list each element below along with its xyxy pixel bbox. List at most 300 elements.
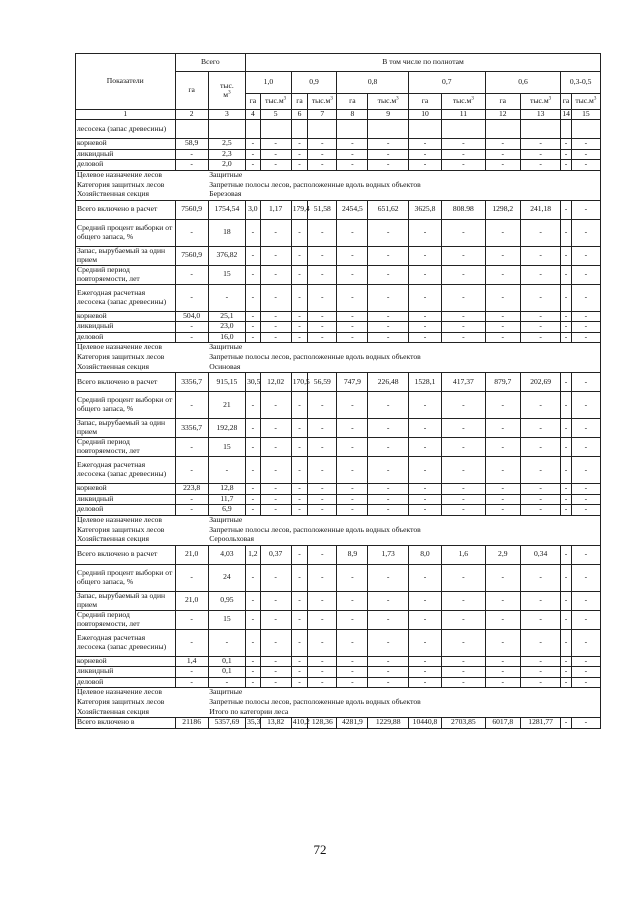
table-cell: - [561,265,571,284]
table-cell: 3356,7 [175,373,208,392]
table-cell: 0,37 [260,545,291,564]
info-row [76,698,601,708]
table-cell: - [368,677,408,688]
table-cell: - [246,629,261,656]
header-unit-m3: $тыс.м^3$ [308,94,337,110]
table-cell: 35,3 [247,717,261,727]
table-cell: - [442,246,486,265]
table-cell: 8,0 [408,545,441,564]
table-cell: - [442,311,486,322]
table-cell: - [246,160,261,171]
table-cell: - [520,494,560,505]
table-cell: - [246,419,261,438]
table-cell: - [561,667,571,678]
column-number: 2 [175,110,208,120]
header-unit-ha: га [408,94,441,110]
table-cell: - [208,284,245,311]
header-column-numbers [76,110,601,120]
table-cell: - [260,656,291,667]
table-cell: - [520,667,560,678]
table-cell: 23,0 [208,322,245,333]
table-cell: - [291,484,308,495]
table-cell: 226,48 [368,373,408,392]
header-unit-m3: $тыс.м^3$ [260,94,291,110]
table-cell: - [442,656,486,667]
table-cell [291,120,308,139]
table-cell: 879,7 [485,373,520,392]
column-number: 3 [208,110,245,120]
row-label: Средний процент выборки от общего запаса, % [76,564,176,591]
table-row [76,160,601,171]
table-cell: - [291,284,308,311]
table-cell: - [571,392,600,419]
info-label: Целевое назначение лесов [76,343,209,353]
table-cell: - [442,322,486,333]
column-number: 1 [76,110,176,120]
table-cell: - [408,219,441,246]
table-cell: - [561,494,571,505]
table-cell: - [561,718,571,729]
header-total-ha: га [175,72,208,110]
table-cell: 410,2 [292,717,310,727]
table-cell: - [368,610,408,629]
table-cell: - [260,564,291,591]
table-cell: - [571,610,600,629]
table-cell: - [308,677,337,688]
table-cell [175,120,208,139]
table-row [76,246,601,265]
info-label: Хозяйственная секция [76,190,209,200]
table-cell: - [442,438,486,457]
table-cell: 1754,54 [208,200,245,219]
table-cell: - [246,494,261,505]
table-cell: - [175,667,208,678]
table-cell: 7560,9 [175,200,208,219]
table-cell: - [571,718,600,729]
table-cell: - [408,160,441,171]
info-label: Хозяйственная секция [76,535,209,545]
info-row [76,708,601,718]
table-cell: - [308,484,337,495]
table-cell: - [442,564,486,591]
table-cell: - [442,419,486,438]
table-cell: - [308,322,337,333]
info-row [76,353,601,363]
table-cell: - [442,392,486,419]
header-unit-ha: га [561,94,571,110]
table-cell: - [520,332,560,343]
table-cell: - [561,311,571,322]
table-cell: - [571,667,600,678]
table-cell: - [520,677,560,688]
table-cell: - [408,322,441,333]
table-cell: 21,0 [175,545,208,564]
table-cell: - [442,610,486,629]
table-cell: 8,9 [337,545,368,564]
table-cell: - [571,139,600,150]
table-cell: - [408,677,441,688]
table-cell: - [246,610,261,629]
table-cell: - [442,484,486,495]
table-cell: 3,0 [246,200,261,219]
table-cell: - [260,392,291,419]
table-row [76,373,601,392]
table-cell: - [208,457,245,484]
table-cell [368,120,408,139]
header-unit-ha: га [246,94,261,110]
table-cell: - [368,438,408,457]
table-cell: - [408,629,441,656]
table-cell: - [246,246,261,265]
info-value: Запретные полосы лесов, расположенные вдоль водных объектов [208,698,600,708]
table-cell: 2,3 [208,149,245,160]
table-cell: 6,9 [208,505,245,516]
table-cell: - [308,564,337,591]
row-label: Средний период повторяемости, лет [76,265,176,284]
table-cell: - [571,311,600,322]
table-cell: - [246,392,261,419]
table-cell: - [520,656,560,667]
table-cell: - [485,677,520,688]
table-cell: - [291,139,308,150]
table-cell: - [408,484,441,495]
info-value: Защитные [208,688,600,698]
row-label: Средний период повторяемости, лет [76,438,176,457]
header-density-3: 0,8 [337,72,409,94]
table-cell: - [337,438,368,457]
table-cell: - [485,311,520,322]
table-cell: - [408,667,441,678]
table-cell: 5357,69 [208,718,245,729]
table-cell: 202,69 [520,373,560,392]
table-cell: - [520,311,560,322]
table-cell: - [175,494,208,505]
table-cell: - [260,311,291,322]
table-cell: - [571,284,600,311]
header-density-2: 0,9 [291,72,337,94]
row-label: Всего включено в расчет [76,200,176,219]
row-label: Запас, вырубаемый за один прием [76,591,176,610]
table-cell: - [485,332,520,343]
table-cell: - [571,332,600,343]
table-cell: - [442,149,486,160]
table-cell: - [571,200,600,219]
table-cell: - [308,505,337,516]
table-cell: - [571,373,600,392]
table-cell: 128,36 [308,718,337,729]
table-cell: - [175,457,208,484]
table-cell: - [571,656,600,667]
table-cell: - [260,438,291,457]
table-row [76,120,601,139]
table-cell: - [260,246,291,265]
table-cell: 0,95 [208,591,245,610]
table-cell: - [337,332,368,343]
table-cell: - [368,591,408,610]
table-cell: - [442,332,486,343]
info-label: Категория защитных лесов [76,180,209,190]
table-row [76,457,601,484]
table-cell: - [175,149,208,160]
column-number: 15 [571,110,600,120]
table-cell: - [561,564,571,591]
info-row [76,688,601,698]
table-header [76,54,601,120]
table-cell: - [561,629,571,656]
header-density-5: 0,6 [485,72,561,94]
table-cell: - [337,591,368,610]
row-label: деловой [76,677,176,688]
table-cell: - [561,484,571,495]
table-cell: 1229,88 [368,718,408,729]
table-cell: 15 [208,438,245,457]
table-cell: - [337,265,368,284]
table-row [76,139,601,150]
table-row [76,656,601,667]
table-cell: - [571,545,600,564]
table-cell: - [337,311,368,322]
table-cell: - [571,505,600,516]
table-cell: - [368,494,408,505]
row-label: деловой [76,332,176,343]
table-row [76,505,601,516]
table-cell: - [308,160,337,171]
table-cell: - [260,139,291,150]
table-row [76,629,601,656]
info-label: Целевое назначение лесов [76,688,209,698]
table-cell: - [485,246,520,265]
info-row [76,525,601,535]
table-cell: - [520,505,560,516]
table-cell: - [571,149,600,160]
table-cell: 0,1 [208,656,245,667]
table-cell: - [368,457,408,484]
info-value: Запретные полосы лесов, расположенные вдоль водных объектов [208,525,600,535]
info-label: Хозяйственная секция [76,363,209,373]
table-cell: - [246,438,261,457]
table-row [76,392,601,419]
table-cell: - [368,629,408,656]
table-cell: - [291,629,308,656]
table-row [76,438,601,457]
table-cell: - [561,139,571,150]
table-cell: - [337,457,368,484]
table-cell: - [561,656,571,667]
table-cell: - [561,505,571,516]
table-cell: - [208,629,245,656]
table-cell: - [485,392,520,419]
row-label: Запас, вырубаемый за один прием [76,419,176,438]
table-cell: 30,5 [246,373,261,392]
table-cell: 21 [208,392,245,419]
info-label: Целевое назначение лесов [76,170,209,180]
table-cell: - [208,677,245,688]
column-number: 7 [308,110,337,120]
table-cell: 1,6 [442,545,486,564]
table-cell: - [561,591,571,610]
table-cell: - [308,219,337,246]
table-cell: - [485,667,520,678]
table-cell: - [308,545,337,564]
table-cell: - [291,677,308,688]
table-cell: - [442,591,486,610]
table-cell: - [260,494,291,505]
table-cell: - [485,438,520,457]
table-cell: - [337,656,368,667]
info-value: Сероольховая [208,535,600,545]
table-cell: - [260,667,291,678]
table-cell: - [561,246,571,265]
table-cell: - [520,457,560,484]
header-density-6: 0,3-0,5 [561,72,601,94]
table-cell: - [520,246,560,265]
table-cell: - [308,139,337,150]
table-row [76,564,601,591]
row-label: ликвидный [76,667,176,678]
table-cell: - [175,160,208,171]
table-cell: - [175,284,208,311]
column-number: 11 [442,110,486,120]
table-cell: - [337,494,368,505]
table-row [76,677,601,688]
table-cell: - [408,392,441,419]
info-value: Защитные [208,515,600,525]
table-cell: - [246,457,261,484]
table-row [76,265,601,284]
table-cell: - [442,677,486,688]
header-unit-m3: $тыс.м^3$ [520,94,560,110]
table-row [76,667,601,678]
table-cell: - [246,484,261,495]
table-cell: - [260,332,291,343]
table-cell: - [337,505,368,516]
table-cell: - [442,284,486,311]
table-cell: - [571,265,600,284]
table-cell: 2,9 [485,545,520,564]
table-cell: - [520,484,560,495]
row-label: Средний процент выборки от общего запаса, % [76,219,176,246]
table-row [76,718,601,729]
info-row [76,180,601,190]
table-row [76,494,601,505]
table-cell: - [291,564,308,591]
table-cell: - [291,332,308,343]
header-unit-ha: га [337,94,368,110]
table-cell: - [561,219,571,246]
table-cell: - [246,677,261,688]
table-cell: - [337,392,368,419]
header-unit-ha: га [485,94,520,110]
table-cell: - [308,629,337,656]
table-cell: - [561,322,571,333]
table-cell: - [337,284,368,311]
table-cell: - [246,322,261,333]
column-number: 12 [485,110,520,120]
table-cell: - [260,457,291,484]
table-cell: 1298,2 [485,200,520,219]
table-cell: - [561,373,571,392]
table-cell: - [260,419,291,438]
table-cell: - [260,219,291,246]
table-cell: - [561,332,571,343]
table-cell: - [246,284,261,311]
table-cell: - [260,265,291,284]
table-cell: 1,73 [368,545,408,564]
table-cell: - [408,419,441,438]
table-cell: - [291,322,308,333]
table-cell: - [368,284,408,311]
table-cell: - [291,610,308,629]
table-cell: - [485,564,520,591]
table-cell [408,120,441,139]
table-cell: 25,1 [208,311,245,322]
row-label: Ежегодная расчетная лесосека (запас древесины) [76,284,176,311]
table-cell: - [291,591,308,610]
table-cell: - [485,610,520,629]
table-cell: 24 [208,564,245,591]
info-value: Осиновая [208,363,600,373]
table-cell: - [246,332,261,343]
table-cell: - [368,332,408,343]
table-cell: - [408,591,441,610]
table-cell: 10440,8 [408,718,441,729]
table-cell: - [175,505,208,516]
table-row [76,419,601,438]
table-cell: 915,15 [208,373,245,392]
table-cell [337,120,368,139]
header-indicators: Показатели [76,54,176,110]
table-cell: - [485,494,520,505]
table-cell [485,120,520,139]
table-cell: - [308,667,337,678]
table-cell: - [408,610,441,629]
table-cell: - [520,629,560,656]
table-cell: - [260,629,291,656]
table-cell: - [485,457,520,484]
table-body [76,120,601,729]
forest-felling-table [75,53,601,729]
table-cell: 747,9 [337,373,368,392]
table-cell: - [571,591,600,610]
info-label: Хозяйственная секция [76,708,209,718]
row-label: корневой [76,656,176,667]
table-cell: 21186 [175,718,208,729]
table-cell: 417,37 [442,373,486,392]
table-cell: - [175,629,208,656]
info-label: Категория защитных лесов [76,698,209,708]
table-cell: 13,82 [260,718,291,729]
table-cell: - [408,284,441,311]
header-total-m3: тыс. $м^3$ [208,72,245,110]
info-value: Защитные [208,170,600,180]
table-cell: - [561,200,571,219]
table-cell: - [368,265,408,284]
table-cell: 7560,9 [175,246,208,265]
table-cell: - [337,219,368,246]
table-cell: - [442,219,486,246]
table-cell: - [561,545,571,564]
table-cell: 0,34 [520,545,560,564]
table-cell: - [520,610,560,629]
table-cell: - [246,667,261,678]
table-cell: - [520,139,560,150]
table-row [76,610,601,629]
table-cell [571,120,600,139]
document-page [75,53,601,729]
table-row [76,545,601,564]
table-cell: - [246,591,261,610]
column-number: 13 [520,110,560,120]
